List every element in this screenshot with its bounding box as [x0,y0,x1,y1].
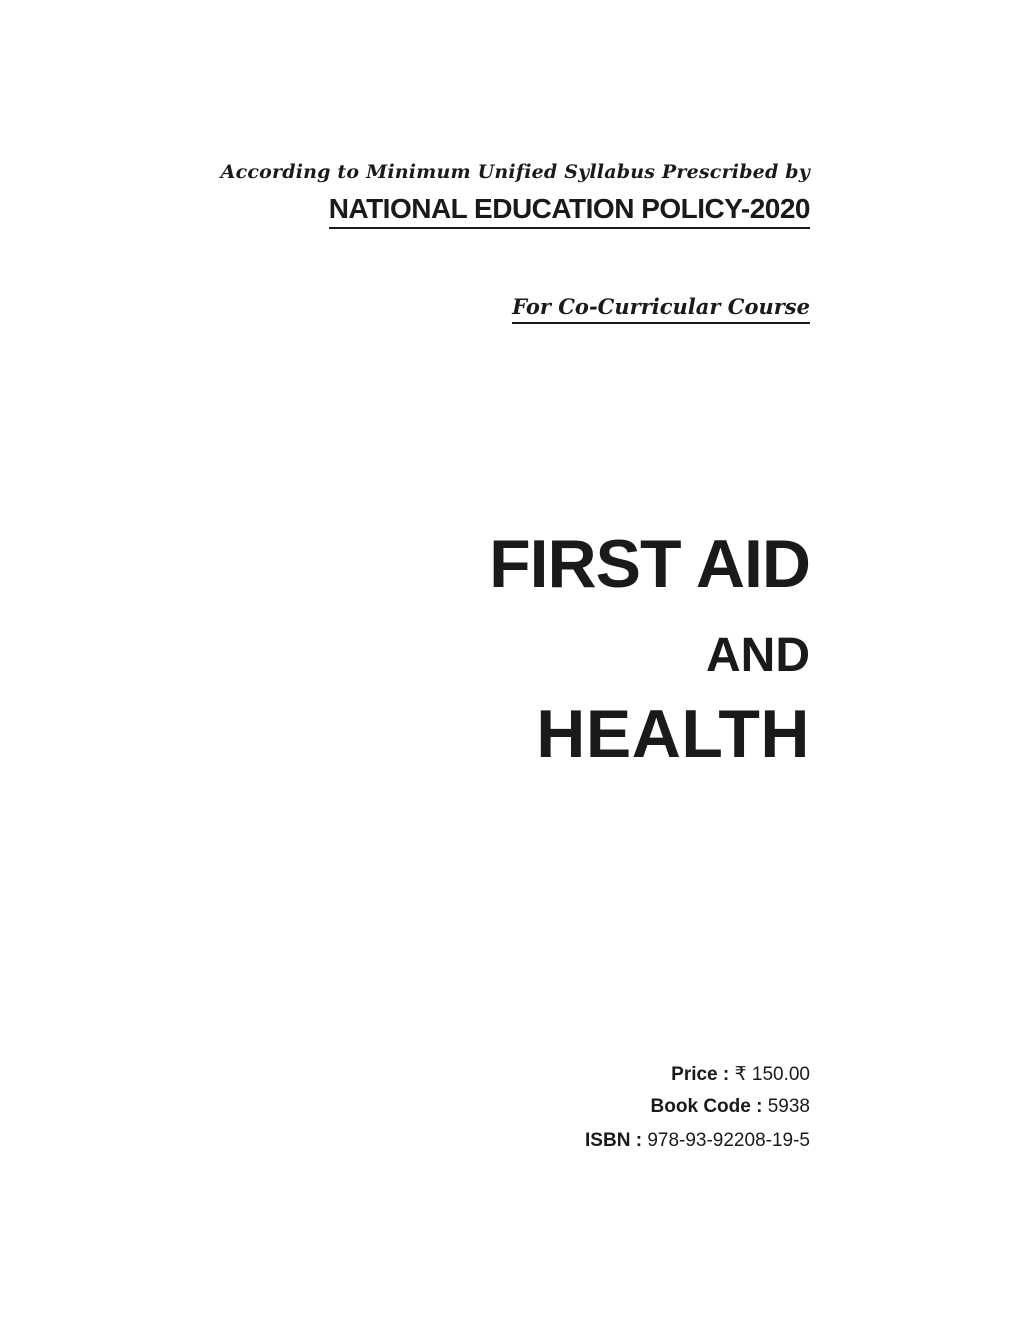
book-code-line [651,1096,810,1118]
book-title-line-3: HEALTH [536,696,810,772]
book-title-line-2: AND [706,629,810,682]
isbn-line [585,1130,810,1152]
book-title-line-1: FIRST AID [489,526,810,602]
book-code-value: 5938 [767,1096,810,1117]
course-type: For Co-Curricular Course [512,294,810,324]
isbn-value: 978-93-92208-19-5 [647,1130,810,1151]
price-value: ₹ 150.00 [734,1064,810,1085]
syllabus-note: According to Minimum Unified Syllabus Prescribed by [220,161,810,183]
book-code-label: Book Code : [650,1096,763,1117]
isbn-label: ISBN : [585,1130,643,1151]
policy-heading: NATIONAL EDUCATION POLICY-2020 [329,193,810,229]
price-line [671,1063,810,1086]
price-label: Price : [671,1064,730,1085]
